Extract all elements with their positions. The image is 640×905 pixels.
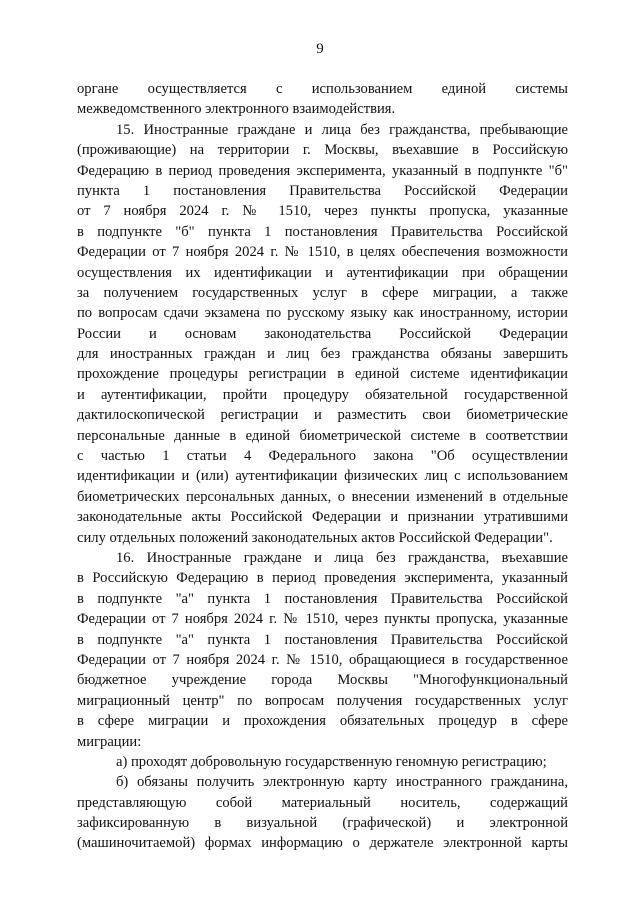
text-line: персональные данные в единой биометрической системе в соответствии (77, 427, 568, 444)
text-line: в подпункте "а" пункта 1 постановления Правительства Российской (77, 631, 568, 648)
paragraph-first-line: б) обязаны получить электронную карту иностранного гражданина, (116, 774, 568, 791)
text-line: Федерации от 7 ноября 2024 г. № 1510, в целях обеспечения возможности (77, 244, 568, 261)
text-line: по вопросам сдачи экзамена по русскому языку как иностранному, истории (77, 305, 568, 322)
text-line: (проживающие) на территории г. Москвы, въехавшие в Российскую (77, 142, 568, 159)
text-line: представляющую собой материальный носитель, содержащий (77, 794, 568, 811)
text-line: в Российскую Федерацию в период проведения эксперимента, указанный (77, 570, 568, 587)
text-line: пункта 1 постановления Правительства Российской Федерации (77, 182, 568, 199)
text-line: бюджетное учреждение города Москвы "Многофункциональный (77, 672, 568, 689)
text-line: идентификации и (или) аутентификации физических лиц с использованием (77, 468, 568, 485)
text-line: России и основам законодательства Российской Федерации (77, 325, 568, 342)
text-line: органе осуществляется с использованием единой системы (77, 81, 568, 97)
text-line: для иностранных граждан и лиц без гражданства обязаны завершить (77, 346, 568, 363)
paragraph-first-line: 16. Иностранные граждане и лица без гражданства, въехавшие (116, 549, 568, 566)
text-line: в подпункте "б" пункта 1 постановления Правительства Российской (77, 223, 568, 240)
text-line: Федерацию в период проведения эксперимента, указанный в подпункте "б" (77, 162, 568, 179)
text-line: миграционный центр" по вопросам получения государственных услуг (77, 692, 568, 709)
text-line: Федерации от 7 ноября 2024 г. № 1510, обращающиеся в государственное (77, 651, 568, 668)
text-line: осуществления их идентификации и аутентификации при обращении (77, 264, 568, 281)
page-number: 9 (316, 41, 324, 57)
text-line: с частью 1 статьи 4 Федерального закона "Об осуществлении (77, 448, 568, 465)
text-line: биометрических персональных данных, о внесении изменений в отдельные (77, 488, 568, 505)
text-line: за получением государственных услуг в сфере миграции, а также (77, 284, 568, 301)
text-line: законодательные акты Российской Федерации и признании утратившими (77, 509, 568, 526)
text-line: и аутентификации, пройти процедуру обязательной государственной (77, 386, 568, 403)
document-body-text (77, 79, 568, 854)
text-line: межведомственного электронного взаимодействия. (77, 101, 396, 118)
text-line: миграции: (77, 733, 142, 750)
text-line: (машиночитаемой) формах информацию о держателе электронной карты (77, 835, 568, 852)
text-line: в сфере миграции и прохождения обязательных процедур в сфере (77, 713, 568, 730)
text-line: силу отдельных положений законодательных актов Российской Федерации". (77, 529, 553, 546)
text-line: от 7 ноября 2024 г. № 1510, через пункты пропуска, указанные (77, 203, 568, 220)
paragraph-first-line: а) проходят добровольную государственную геномную регистрацию; (116, 753, 547, 770)
text-line: зафиксированную в визуальной (графической) и электронной (77, 815, 568, 832)
text-line: дактилоскопической регистрации и разместить свои биометрические (77, 407, 568, 424)
paragraph-first-line: 15. Иностранные граждане и лица без гражданства, пребывающие (116, 121, 568, 138)
text-line: Федерации от 7 ноября 2024 г. № 1510, через пункты пропуска, указанные (77, 611, 568, 628)
text-line: прохождение процедуры регистрации в единой системе идентификации (77, 366, 568, 383)
text-line: в подпункте "а" пункта 1 постановления Правительства Российской (77, 590, 568, 607)
